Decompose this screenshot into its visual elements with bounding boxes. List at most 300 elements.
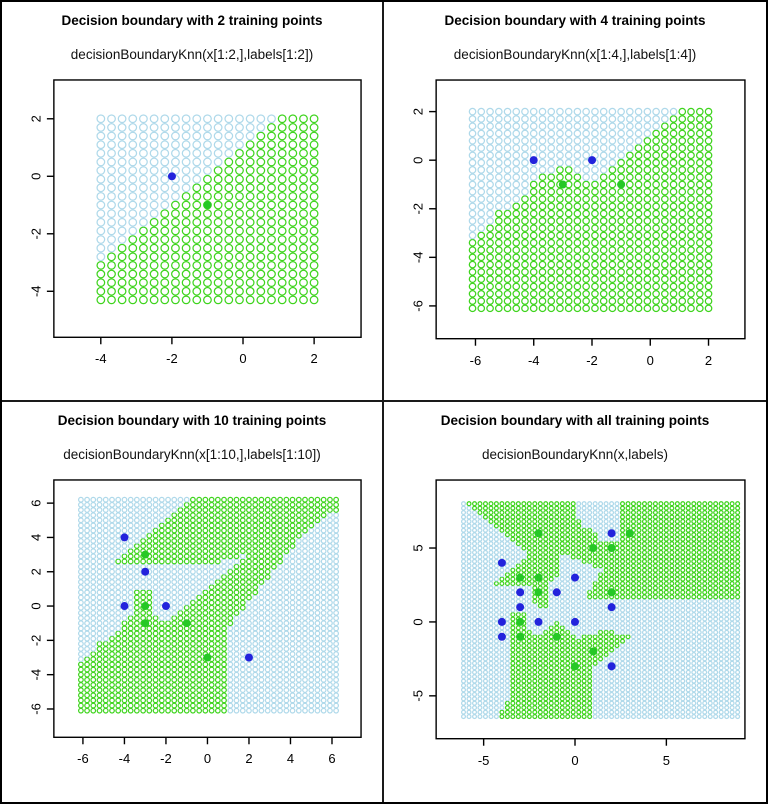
grid-dot-green (103, 693, 108, 698)
grid-dot-green (506, 528, 510, 532)
grid-dot-green (214, 236, 222, 244)
grid-dot-blue (577, 502, 581, 506)
grid-dot-blue (462, 701, 466, 705)
grid-dot-green (166, 667, 171, 672)
grid-dot-blue (599, 568, 603, 572)
grid-dot-green (246, 210, 254, 218)
grid-dot-green (489, 520, 493, 524)
grid-dot-blue (135, 564, 140, 569)
grid-dot-green (272, 503, 277, 508)
grid-dot-blue (182, 132, 190, 140)
grid-dot-green (222, 528, 227, 533)
grid-dot-green (644, 232, 650, 238)
grid-dot-green (527, 533, 531, 537)
grid-dot-blue (555, 604, 559, 608)
grid-dot-green (648, 586, 652, 590)
grid-dot-green (197, 621, 202, 626)
grid-dot-green (166, 688, 171, 693)
grid-dot-blue (626, 613, 630, 617)
grid-dot-blue (489, 573, 493, 577)
grid-dot-green (544, 657, 548, 661)
grid-dot-blue (290, 642, 295, 647)
grid-dot-blue (259, 590, 264, 595)
grid-dot-blue (315, 642, 320, 647)
grid-dot-green (268, 193, 276, 201)
grid-dot-blue (222, 564, 227, 569)
training-point-blue (530, 156, 538, 164)
grid-dot-green (222, 631, 227, 636)
grid-dot-green (544, 670, 548, 674)
grid-dot-blue (467, 604, 471, 608)
grid-dot-blue (489, 590, 493, 594)
grid-dot-blue (610, 688, 614, 692)
grid-dot-blue (522, 116, 528, 122)
grid-dot-blue (85, 605, 90, 610)
grid-dot-green (626, 577, 630, 581)
grid-dot-green (522, 203, 528, 209)
grid-dot-blue (309, 636, 314, 641)
grid-dot-blue (654, 706, 658, 710)
grid-dot-blue (79, 631, 84, 636)
grid-dot-blue (321, 693, 326, 698)
grid-dot-blue (484, 551, 488, 555)
grid-dot-green (494, 511, 498, 515)
grid-dot-blue (494, 653, 498, 657)
grid-dot-green (253, 528, 258, 533)
grid-dot-blue (643, 608, 647, 612)
grid-dot-green (284, 528, 289, 533)
grid-dot-blue (489, 657, 493, 661)
grid-dot-green (566, 688, 570, 692)
grid-dot-green (679, 210, 685, 216)
grid-dot-blue (278, 693, 283, 698)
grid-dot-blue (290, 698, 295, 703)
grid-dot-blue (328, 580, 333, 585)
grid-dot-green (172, 616, 177, 621)
grid-dot-green (289, 184, 297, 192)
grid-dot-green (697, 254, 703, 260)
grid-dot-green (197, 528, 202, 533)
grid-dot-green (664, 502, 668, 506)
grid-dot-blue (118, 219, 126, 227)
grid-dot-green (222, 611, 227, 616)
grid-dot-green (191, 503, 196, 508)
grid-dot-green (289, 175, 297, 183)
grid-dot-blue (184, 600, 189, 605)
grid-dot-blue (637, 706, 641, 710)
grid-dot-blue (615, 710, 619, 714)
grid-dot-green (222, 621, 227, 626)
grid-dot-green (216, 611, 221, 616)
grid-dot-green (549, 706, 553, 710)
grid-dot-green (533, 520, 537, 524)
grid-dot-blue (659, 715, 663, 719)
grid-dot-green (582, 542, 586, 546)
grid-dot-blue (334, 616, 339, 621)
grid-dot-blue (309, 688, 314, 693)
grid-dot-green (574, 261, 580, 267)
grid-dot-green (583, 283, 589, 289)
grid-dot-green (566, 706, 570, 710)
plot-canvas-knn-10 (2, 468, 382, 798)
grid-dot-blue (632, 613, 636, 617)
grid-dot-green (688, 276, 694, 282)
grid-dot-blue (118, 201, 126, 209)
training-point-blue (162, 602, 170, 610)
grid-dot-green (172, 652, 177, 657)
grid-dot-green (637, 528, 641, 532)
grid-dot-green (247, 569, 252, 574)
grid-dot-green (246, 227, 254, 235)
grid-dot-blue (467, 564, 471, 568)
grid-dot-green (191, 688, 196, 693)
grid-dot-green (566, 715, 570, 719)
grid-dot-green (583, 254, 589, 260)
grid-dot-blue (153, 605, 158, 610)
grid-dot-blue (615, 626, 619, 630)
grid-dot-blue (103, 580, 108, 585)
grid-dot-blue (303, 621, 308, 626)
grid-dot-green (203, 533, 208, 538)
grid-dot-green (670, 276, 676, 282)
grid-dot-blue (253, 626, 258, 631)
grid-dot-green (184, 605, 189, 610)
grid-dot-blue (664, 688, 668, 692)
grid-dot-green (610, 648, 614, 652)
grid-dot-green (321, 513, 326, 518)
grid-dot-blue (593, 599, 597, 603)
grid-dot-green (560, 697, 564, 701)
grid-dot-blue (588, 582, 592, 586)
grid-dot-blue (297, 698, 302, 703)
grid-dot-green (659, 595, 663, 599)
grid-dot-green (222, 662, 227, 667)
grid-dot-green (191, 667, 196, 672)
grid-dot-blue (588, 511, 592, 515)
grid-dot-blue (506, 657, 510, 661)
grid-dot-green (592, 232, 598, 238)
grid-dot-blue (593, 679, 597, 683)
grid-dot-green (670, 159, 676, 165)
grid-dot-blue (315, 595, 320, 600)
grid-dot-blue (297, 626, 302, 631)
grid-dot-green (122, 652, 127, 657)
grid-dot-blue (467, 546, 471, 550)
grid-dot-green (511, 644, 515, 648)
grid-dot-blue (272, 708, 277, 713)
grid-dot-blue (118, 167, 126, 175)
grid-dot-blue (604, 599, 608, 603)
grid-dot-blue (632, 684, 636, 688)
grid-dot-green (513, 218, 519, 224)
grid-dot-green (627, 152, 633, 158)
grid-dot-green (511, 613, 515, 617)
y-tick-label: 0 (410, 156, 426, 164)
grid-dot-green (290, 503, 295, 508)
grid-dot-blue (334, 595, 339, 600)
grid-dot-green (246, 167, 254, 175)
grid-dot-green (516, 688, 520, 692)
grid-dot-green (204, 193, 212, 201)
grid-dot-green (178, 662, 183, 667)
grid-dot-blue (303, 657, 308, 662)
grid-dot-green (278, 549, 283, 554)
grid-dot-green (265, 513, 270, 518)
grid-dot-blue (297, 636, 302, 641)
grid-dot-green (135, 544, 140, 549)
grid-dot-green (203, 626, 208, 631)
grid-dot-green (610, 644, 614, 648)
grid-dot-blue (487, 174, 493, 180)
grid-dot-green (549, 644, 553, 648)
grid-dot-blue (97, 575, 102, 580)
grid-dot-green (621, 537, 625, 541)
grid-dot-blue (494, 715, 498, 719)
grid-dot-blue (599, 684, 603, 688)
grid-dot-blue (328, 667, 333, 672)
grid-dot-green (511, 626, 515, 630)
grid-dot-blue (609, 123, 615, 129)
grid-dot-green (583, 247, 589, 253)
grid-dot-blue (182, 167, 190, 175)
grid-dot-blue (234, 698, 239, 703)
grid-dot-blue (303, 693, 308, 698)
grid-dot-blue (91, 616, 96, 621)
grid-dot-blue (478, 174, 484, 180)
grid-dot-blue (577, 582, 581, 586)
grid-dot-blue (141, 533, 146, 538)
grid-dot-blue (610, 506, 614, 510)
grid-dot-green (583, 261, 589, 267)
grid-dot-blue (478, 608, 482, 612)
grid-dot-green (289, 115, 297, 123)
grid-dot-blue (478, 145, 484, 151)
grid-dot-green (216, 672, 221, 677)
grid-dot-blue (560, 555, 564, 559)
grid-dot-green (247, 523, 252, 528)
grid-dot-blue (494, 639, 498, 643)
grid-dot-green (303, 523, 308, 528)
grid-dot-blue (116, 595, 121, 600)
grid-dot-green (516, 701, 520, 705)
grid-dot-green (637, 586, 641, 590)
grid-dot-green (222, 698, 227, 703)
grid-dot-green (469, 305, 475, 311)
grid-dot-green (522, 528, 526, 532)
grid-dot-green (484, 511, 488, 515)
grid-dot-blue (110, 503, 115, 508)
grid-dot-blue (303, 647, 308, 652)
grid-dot-blue (500, 604, 504, 608)
grid-dot-green (257, 175, 265, 183)
grid-dot-green (184, 513, 189, 518)
grid-dot-green (705, 145, 711, 151)
grid-dot-green (259, 503, 264, 508)
grid-dot-blue (161, 175, 169, 183)
grid-dot-blue (315, 626, 320, 631)
grid-dot-green (284, 503, 289, 508)
grid-dot-green (659, 577, 663, 581)
grid-dot-green (500, 524, 504, 528)
grid-dot-blue (610, 715, 614, 719)
grid-dot-blue (178, 575, 183, 580)
grid-dot-blue (588, 502, 592, 506)
grid-dot-green (600, 283, 606, 289)
grid-dot-green (504, 283, 510, 289)
grid-dot-blue (272, 647, 277, 652)
grid-dot-green (527, 653, 531, 657)
grid-dot-green (560, 653, 564, 657)
grid-dot-green (265, 544, 270, 549)
grid-dot-green (204, 262, 212, 270)
grid-dot-blue (574, 159, 580, 165)
grid-dot-blue (140, 175, 148, 183)
grid-dot-blue (309, 667, 314, 672)
grid-dot-green (178, 523, 183, 528)
grid-dot-blue (272, 626, 277, 631)
grid-dot-blue (583, 130, 589, 136)
grid-dot-green (197, 708, 202, 713)
grid-dot-blue (110, 585, 115, 590)
grid-dot-green (278, 559, 283, 564)
grid-dot-blue (290, 549, 295, 554)
grid-dot-green (609, 261, 615, 267)
grid-dot-blue (599, 679, 603, 683)
grid-dot-blue (593, 524, 597, 528)
grid-dot-green (289, 244, 297, 252)
grid-dot-blue (500, 568, 504, 572)
grid-dot-blue (108, 167, 116, 175)
grid-dot-green (618, 254, 624, 260)
grid-dot-green (530, 225, 536, 231)
grid-dot-green (240, 508, 245, 513)
grid-dot-green (516, 715, 520, 719)
grid-dot-green (539, 240, 545, 246)
grid-dot-green (141, 693, 146, 698)
grid-dot-green (240, 559, 245, 564)
grid-dot-blue (506, 599, 510, 603)
grid-dot-blue (166, 503, 171, 508)
grid-dot-green (216, 580, 221, 585)
grid-dot-blue (548, 138, 554, 144)
y-tick-label: -2 (28, 634, 44, 647)
grid-dot-blue (659, 617, 663, 621)
grid-dot-green (204, 296, 212, 304)
grid-dot-green (643, 520, 647, 524)
grid-dot-green (560, 537, 564, 541)
grid-dot-green (664, 506, 668, 510)
grid-dot-green (147, 636, 152, 641)
grid-dot-green (588, 688, 592, 692)
grid-dot-green (577, 657, 581, 661)
grid-dot-blue (582, 604, 586, 608)
grid-dot-blue (97, 595, 102, 600)
grid-dot-blue (626, 599, 630, 603)
grid-dot-blue (79, 497, 84, 502)
grid-dot-blue (328, 518, 333, 523)
grid-dot-blue (473, 582, 477, 586)
grid-dot-green (643, 577, 647, 581)
grid-dot-blue (643, 684, 647, 688)
grid-dot-green (246, 219, 254, 227)
grid-dot-green (172, 533, 177, 538)
grid-dot-blue (504, 181, 510, 187)
grid-dot-green (246, 262, 254, 270)
grid-dot-blue (265, 626, 270, 631)
grid-dot-green (544, 604, 548, 608)
grid-dot-blue (632, 599, 636, 603)
grid-dot-green (506, 715, 510, 719)
grid-dot-blue (487, 152, 493, 158)
grid-dot-blue (487, 108, 493, 114)
grid-dot-green (166, 626, 171, 631)
grid-dot-green (549, 573, 553, 577)
grid-dot-blue (462, 559, 466, 563)
grid-dot-green (310, 167, 318, 175)
grid-dot-blue (478, 666, 482, 670)
grid-dot-blue (110, 544, 115, 549)
grid-dot-green (593, 586, 597, 590)
grid-dot-blue (334, 652, 339, 657)
grid-dot-green (511, 506, 515, 510)
grid-dot-green (259, 544, 264, 549)
grid-dot-green (496, 240, 502, 246)
grid-dot-blue (469, 203, 475, 209)
grid-dot-green (705, 123, 711, 129)
grid-dot-blue (85, 616, 90, 621)
grid-dot-blue (643, 604, 647, 608)
grid-dot-green (511, 502, 515, 506)
grid-dot-blue (489, 559, 493, 563)
grid-dot-green (533, 524, 537, 528)
grid-dot-blue (527, 608, 531, 612)
grid-dot-green (191, 672, 196, 677)
grid-dot-green (122, 642, 127, 647)
grid-dot-green (555, 506, 559, 510)
grid-dot-green (216, 616, 221, 621)
grid-dot-green (278, 175, 286, 183)
grid-dot-blue (122, 564, 127, 569)
grid-dot-green (228, 549, 233, 554)
grid-dot-green (234, 513, 239, 518)
grid-dot-green (648, 568, 652, 572)
grid-dot-green (278, 253, 286, 261)
grid-dot-blue (478, 595, 482, 599)
grid-dot-blue (500, 586, 504, 590)
grid-dot-blue (153, 575, 158, 580)
grid-dot-green (289, 219, 297, 227)
grid-dot-green (637, 511, 641, 515)
grid-dot-blue (574, 116, 580, 122)
grid-dot-blue (469, 174, 475, 180)
grid-dot-green (571, 644, 575, 648)
grid-dot-green (172, 703, 177, 708)
grid-dot-blue (225, 124, 233, 132)
grid-dot-green (705, 298, 711, 304)
grid-dot-blue (290, 708, 295, 713)
grid-dot-blue (97, 544, 102, 549)
grid-dot-green (615, 559, 619, 563)
grid-dot-blue (618, 152, 624, 158)
grid-dot-blue (577, 630, 581, 634)
grid-dot-blue (278, 647, 283, 652)
grid-dot-blue (265, 672, 270, 677)
grid-dot-blue (511, 586, 515, 590)
grid-dot-green (664, 577, 668, 581)
grid-dot-blue (609, 108, 615, 114)
grid-dot-green (197, 595, 202, 600)
training-point-blue (168, 172, 176, 180)
